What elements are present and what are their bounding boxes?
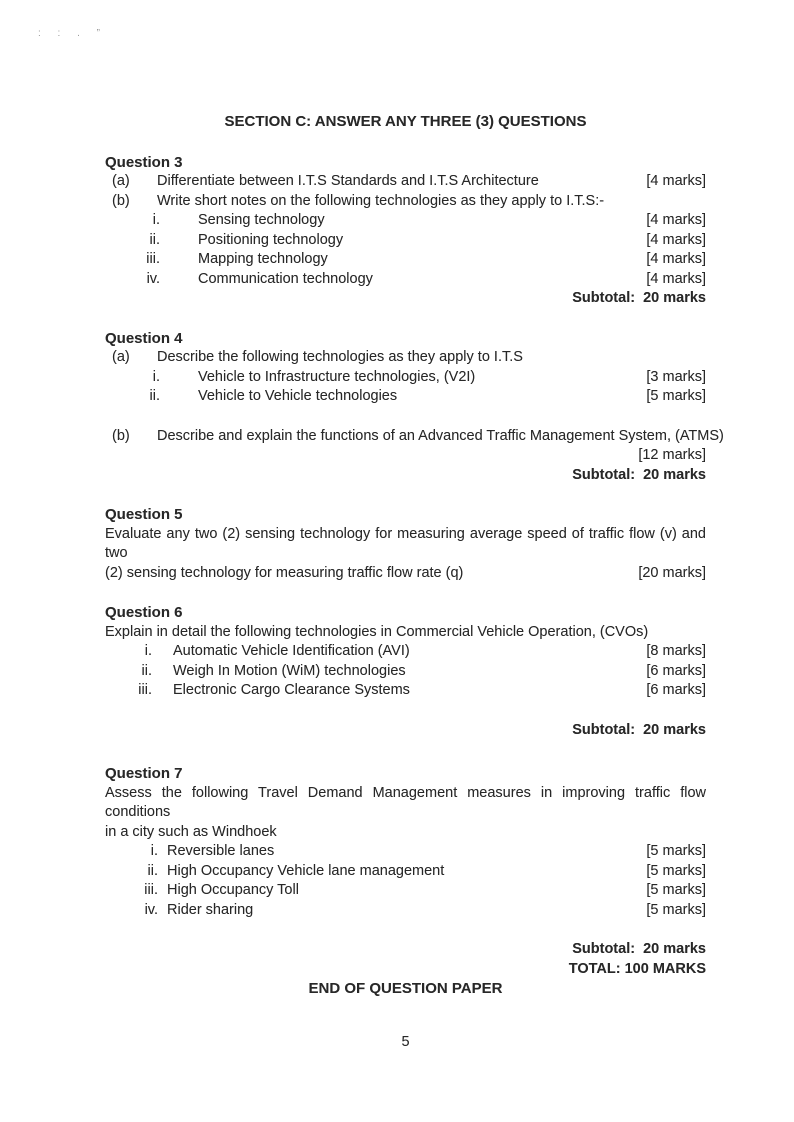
question-3	[105, 153, 706, 309]
question-5-title: Question 5	[105, 506, 183, 523]
question-4-part-b	[105, 427, 724, 447]
list-item	[105, 662, 706, 682]
marks-value: [5 marks]	[646, 862, 706, 879]
list-item	[105, 881, 706, 901]
list-item	[105, 211, 706, 231]
item-numeral: ii.	[149, 388, 160, 404]
item-text: Weigh In Motion (WiM) technologies	[173, 662, 406, 679]
question-4-part-a	[105, 348, 706, 368]
list-item	[105, 387, 706, 407]
marks-value: [5 marks]	[646, 843, 706, 859]
question-7	[105, 764, 706, 999]
section-heading: SECTION C: ANSWER ANY THREE (3) QUESTIONS	[224, 113, 587, 130]
item-text: High Occupancy Toll	[167, 882, 299, 898]
item-text: Electronic Cargo Clearance Systems	[173, 682, 410, 698]
marks-value: [4 marks]	[646, 212, 706, 228]
question-6-intro: Explain in detail the following technologies in Commercial Vehicle Operation, (CVOs)	[105, 623, 649, 640]
part-text: Differentiate between I.T.S Standards and I.T.S Architecture	[157, 173, 539, 189]
item-numeral: ii.	[147, 862, 158, 879]
marks-value: [3 marks]	[646, 368, 706, 385]
marks-value: [5 marks]	[646, 901, 706, 918]
item-numeral: iii.	[138, 682, 152, 698]
total-line: TOTAL: 100 MARKS	[568, 960, 706, 977]
item-numeral: i.	[144, 643, 152, 659]
list-item	[105, 231, 706, 251]
item-numeral: iii.	[144, 882, 158, 898]
item-text: Vehicle to Vehicle technologies	[198, 388, 398, 404]
list-item	[105, 250, 706, 270]
item-numeral: iii.	[146, 251, 160, 267]
question-3-part-a	[105, 172, 706, 192]
list-item	[105, 642, 706, 662]
subtotal-line: Subtotal: 20 marks	[572, 721, 706, 738]
list-item	[105, 842, 706, 862]
marks-value: [8 marks]	[646, 643, 706, 659]
part-label: (a)	[112, 173, 130, 189]
item-numeral: ii.	[141, 662, 152, 679]
part-label: (b)	[112, 192, 130, 209]
part-text: Describe and explain the functions of an Advanced Traffic Management System, (ATMS)	[157, 427, 724, 444]
subtotal-line: Subtotal: 20 marks	[572, 290, 706, 306]
question-7-text-line2: in a city such as Windhoek	[105, 823, 277, 840]
question-5	[105, 505, 706, 583]
list-item	[105, 681, 706, 701]
item-numeral: iv.	[146, 270, 160, 287]
marks-value: [4 marks]	[646, 251, 706, 267]
list-item	[105, 270, 706, 290]
marks-value: [4 marks]	[646, 270, 706, 287]
question-6-title: Question 6	[105, 604, 183, 621]
item-text: Sensing technology	[198, 212, 325, 228]
list-item	[105, 901, 706, 921]
subtotal-line: Subtotal: 20 marks	[572, 941, 706, 957]
part-label: (a)	[112, 349, 130, 365]
subtotal-line: Subtotal: 20 marks	[572, 466, 706, 483]
marks-value: [4 marks]	[646, 231, 706, 248]
item-text: Mapping technology	[198, 251, 328, 267]
item-numeral: iv.	[144, 901, 158, 918]
item-numeral: i.	[152, 368, 160, 385]
question-5-text-line1: Evaluate any two (2) sensing technology for measuring average speed of traffic flow (v) and two	[105, 525, 706, 561]
item-text: High Occupancy Vehicle lane management	[167, 862, 445, 879]
question-7-title: Question 7	[105, 765, 183, 782]
scan-artifact-marks: : : . ”	[38, 28, 107, 39]
item-text: Reversible lanes	[167, 843, 275, 859]
part-text: Write short notes on the following technologies as they apply to I.T.S:-	[157, 192, 605, 209]
marks-value: [12 marks]	[638, 447, 706, 463]
item-numeral: i.	[150, 843, 158, 859]
part-label: (b)	[112, 427, 130, 444]
item-text: Automatic Vehicle Identification (AVI)	[173, 643, 410, 659]
question-text: (2) sensing technology for measuring traffic flow rate (q)	[105, 564, 464, 581]
item-text: Positioning technology	[198, 231, 344, 248]
marks-value: [5 marks]	[646, 388, 706, 404]
question-3-part-b	[105, 192, 706, 212]
question-5-text-line2	[105, 564, 706, 584]
item-text: Communication technology	[198, 270, 373, 287]
item-numeral: ii.	[149, 231, 160, 248]
end-of-paper-note: END OF QUESTION PAPER	[308, 980, 503, 997]
list-item	[105, 368, 706, 388]
marks-value: [6 marks]	[646, 682, 706, 698]
list-item	[105, 862, 706, 882]
page-number: 5	[401, 1033, 410, 1050]
question-6	[105, 603, 706, 740]
item-text: Rider sharing	[167, 901, 254, 918]
marks-value: [5 marks]	[646, 882, 706, 898]
marks-value: [6 marks]	[646, 662, 706, 679]
question-4-title: Question 4	[105, 329, 183, 347]
marks-value: [4 marks]	[646, 173, 706, 189]
item-text: Vehicle to Infrastructure technologies, (V2I)	[198, 368, 476, 385]
question-7-text-line1: Assess the following Travel Demand Management measures in improving traffic flow conditions	[105, 784, 706, 820]
question-3-title: Question 3	[105, 153, 183, 171]
page-content	[105, 112, 724, 1052]
item-numeral: i.	[152, 212, 160, 228]
question-4	[105, 329, 724, 486]
part-text: Describe the following technologies as they apply to I.T.S	[157, 349, 523, 365]
marks-value: [20 marks]	[638, 564, 706, 581]
